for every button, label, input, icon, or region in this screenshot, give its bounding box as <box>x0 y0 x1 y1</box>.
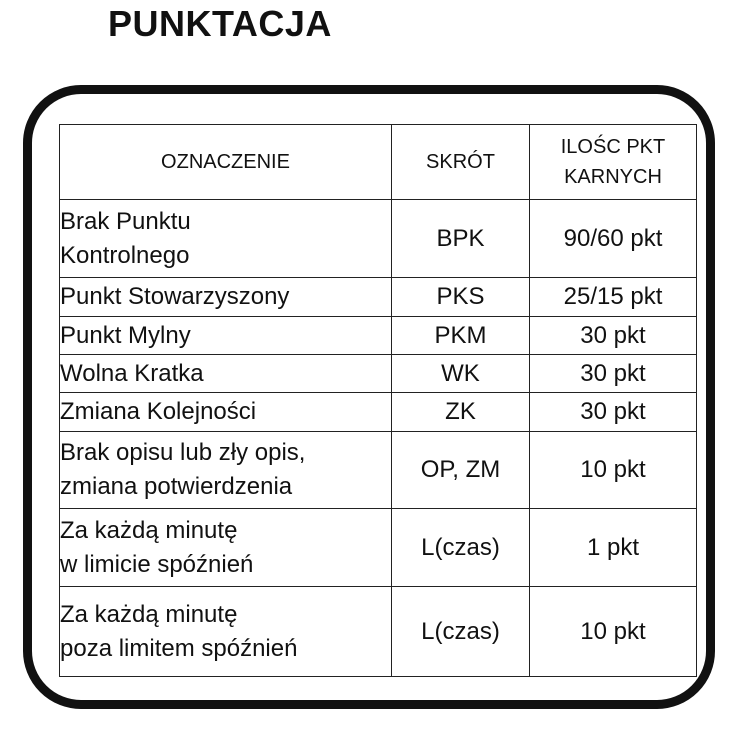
row-name-line2: w limicie spóźnień <box>60 550 254 578</box>
header-points-line2: KARNYCH <box>564 166 662 188</box>
table-row <box>60 432 697 509</box>
row-name-line1: Punkt Mylny <box>60 321 191 349</box>
row-code: PKS <box>392 278 530 317</box>
row-name <box>60 432 392 509</box>
row-code: BPK <box>392 200 530 278</box>
row-points: 30 pkt <box>530 355 697 393</box>
row-name <box>60 393 392 432</box>
table-row <box>60 278 697 317</box>
table-header-row <box>60 125 697 200</box>
table-row <box>60 200 697 278</box>
row-points: 1 pkt <box>530 509 697 587</box>
row-code: L(czas) <box>392 587 530 677</box>
row-name-line2: zmiana potwierdzenia <box>60 473 293 500</box>
row-name-line2: poza limitem spóźnień <box>60 634 298 662</box>
row-name-line2: Kontrolnego <box>60 241 190 269</box>
row-name <box>60 317 392 355</box>
header-points-line1: ILOŚC PKT <box>560 136 666 158</box>
header-code: SKRÓT <box>392 125 530 200</box>
row-name <box>60 278 392 317</box>
table-row <box>60 393 697 432</box>
row-name-line1: Brak opisu lub zły opis, <box>60 439 306 466</box>
row-name-line1: Wolna Kratka <box>60 359 204 387</box>
table-row <box>60 317 697 355</box>
row-code: PKM <box>392 317 530 355</box>
row-points: 10 pkt <box>530 432 697 509</box>
row-code: L(czas) <box>392 509 530 587</box>
page-title: PUNKTACJA <box>108 3 332 44</box>
row-points: 30 pkt <box>530 393 697 432</box>
table-row <box>60 587 697 677</box>
row-name-line1: Brak Punktu <box>60 207 191 235</box>
row-code: ZK <box>392 393 530 432</box>
row-code: OP, ZM <box>392 432 530 509</box>
row-points: 10 pkt <box>530 587 697 677</box>
header-points <box>530 125 697 200</box>
row-name-line1: Za każdą minutę <box>60 600 238 628</box>
table-row <box>60 509 697 587</box>
row-name <box>60 355 392 393</box>
row-name <box>60 200 392 278</box>
scoring-table <box>59 124 697 677</box>
row-points: 25/15 pkt <box>530 278 697 317</box>
header-name: OZNACZENIE <box>60 125 392 200</box>
row-name-line1: Punkt Stowarzyszony <box>60 283 290 310</box>
row-name <box>60 509 392 587</box>
row-code: WK <box>392 355 530 393</box>
row-name <box>60 587 392 677</box>
row-name-line1: Zmiana Kolejności <box>60 398 257 425</box>
table-row <box>60 355 697 393</box>
row-name-line1: Za każdą minutę <box>60 516 238 544</box>
row-points: 30 pkt <box>530 317 697 355</box>
row-points: 90/60 pkt <box>530 200 697 278</box>
